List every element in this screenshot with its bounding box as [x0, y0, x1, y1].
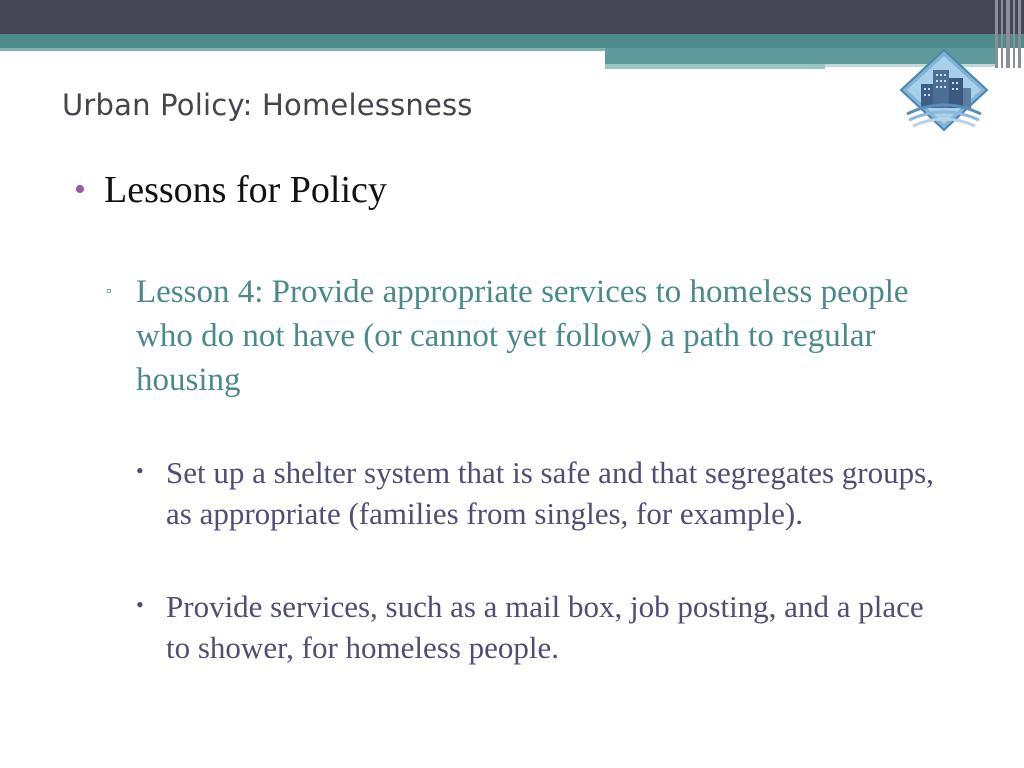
header-stripe — [1018, 0, 1021, 68]
header-stripe — [995, 0, 998, 68]
bullet-text: Lesson 4: Provide appropriate services to homeless people who do not have (or cannot yet follow) a path to regular housing — [136, 274, 909, 398]
slide-title: Urban Policy: Homelessness — [62, 88, 473, 122]
bullet-level-3 — [136, 452, 946, 534]
bullet-dot-icon: • — [136, 458, 144, 483]
bullet-text: Provide services, such as a mail box, job posting, and a place to shower, for homeless people. — [166, 589, 924, 665]
header-teal-right-bar-2 — [605, 64, 825, 69]
bullet-text: Lessons for Policy — [104, 169, 387, 211]
header-teal-thin-line — [0, 48, 605, 51]
header-dark-band — [0, 0, 1024, 34]
header-teal-band — [0, 34, 1024, 48]
slide-content — [72, 166, 972, 668]
bullet-level-2 — [106, 270, 936, 402]
header-stripe — [1001, 0, 1003, 68]
bullet-square-icon: ▫ — [106, 283, 112, 300]
bullet-dot-icon: • — [74, 171, 86, 208]
header-stripe — [1013, 0, 1015, 68]
header-stripe — [1006, 0, 1010, 68]
bullet-level-3 — [136, 586, 946, 668]
building-logo-icon — [897, 48, 991, 138]
bullet-level-1 — [72, 166, 972, 214]
bullet-text: Set up a shelter system that is safe and that segregates groups, as appropriate (families from singles, for example). — [166, 455, 934, 531]
bullet-dot-icon: • — [136, 592, 144, 617]
